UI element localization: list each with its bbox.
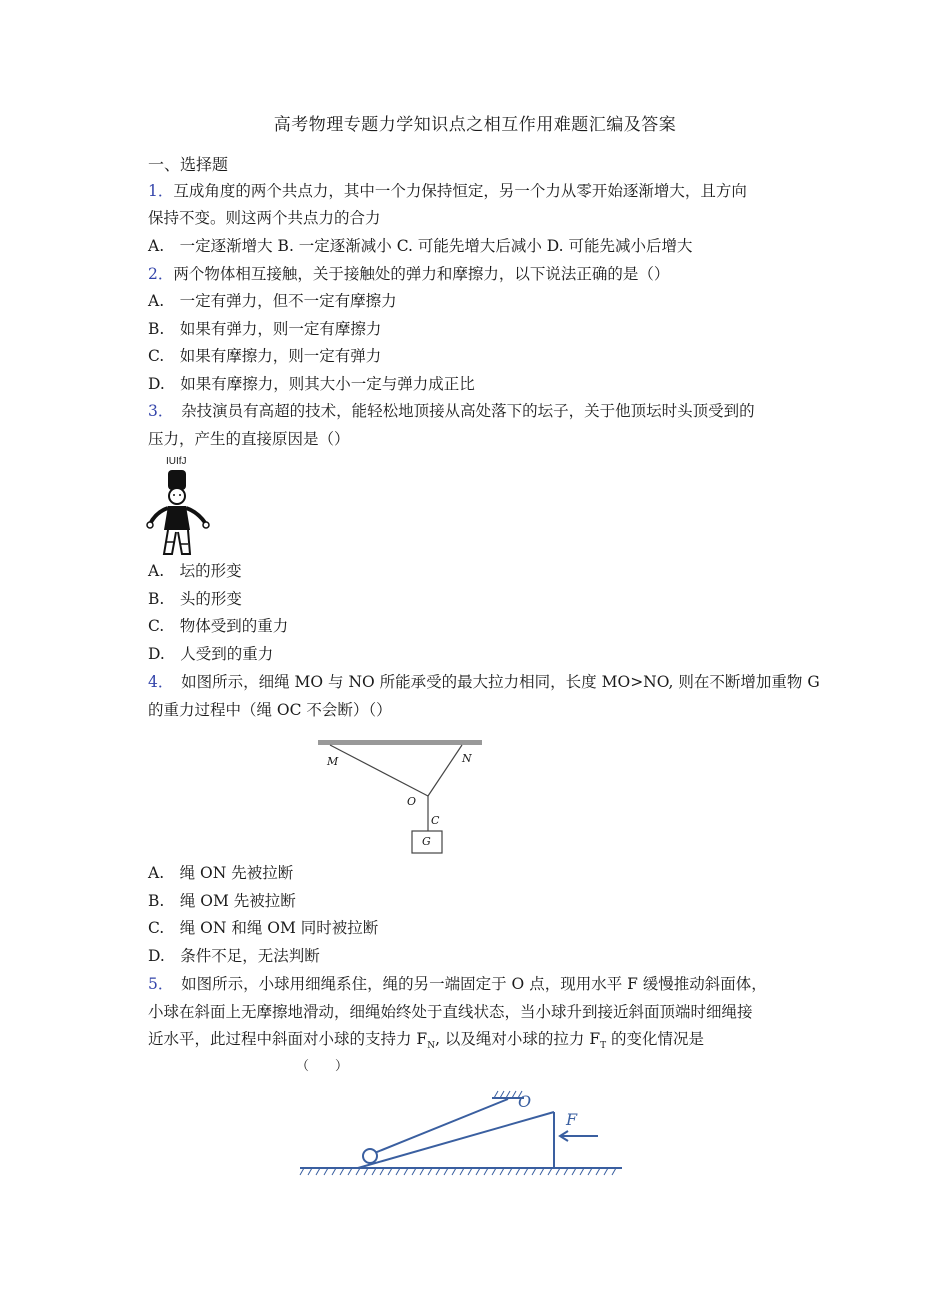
rope-diagram bbox=[310, 734, 490, 858]
question-number: 5． bbox=[148, 975, 166, 993]
label-o: O bbox=[518, 1092, 532, 1111]
label-f: F bbox=[566, 1110, 578, 1129]
option-d: D. 条件不足，无法判断 bbox=[148, 947, 320, 965]
option-c: C. 物体受到的重力 bbox=[148, 617, 289, 635]
section-heading: 一、选择题 bbox=[148, 155, 229, 174]
question-4 bbox=[148, 672, 820, 692]
incline-svg bbox=[296, 1084, 626, 1180]
question-number: 4． bbox=[148, 673, 166, 691]
question-2 bbox=[148, 264, 669, 284]
question-text: 两个物体相互接触，关于接触处的弹力和摩擦力，以下说法正确的是（） bbox=[173, 265, 670, 283]
text-segment: 的变化情况是 bbox=[606, 1030, 705, 1048]
acrobat-icon bbox=[146, 456, 212, 558]
option-d: D. 人受到的重力 bbox=[148, 645, 274, 663]
question-number: 1． bbox=[148, 182, 174, 200]
label-g: G bbox=[422, 835, 431, 848]
option-c: C. 如果有摩擦力，则一定有弹力 bbox=[148, 347, 382, 365]
subscript-n: N bbox=[427, 1041, 436, 1052]
answer-paren: （ ） bbox=[296, 1059, 349, 1074]
label-n: N bbox=[462, 752, 472, 765]
figure-label: IUIfJ bbox=[166, 456, 187, 467]
text-segment: 近水平，此过程中斜面对小球的支持力 F bbox=[148, 1030, 428, 1048]
question-text: 如图所示，细绳 MO 与 NO 所能承受的最大拉力相同，长度 MO>NO, 则在不断增加重物 G bbox=[165, 673, 820, 691]
question-1 bbox=[148, 181, 747, 201]
question-text-line bbox=[148, 1029, 704, 1056]
label-o: O bbox=[407, 795, 417, 808]
option-a: A. 一定有弹力，但不一定有摩擦力 bbox=[148, 292, 397, 310]
option-b: B. 头的形变 bbox=[148, 590, 242, 608]
option-c: C. 绳 ON 和绳 OM 同时被拉断 bbox=[148, 919, 379, 937]
incline-diagram bbox=[296, 1084, 626, 1180]
question-text: 互成角度的两个共点力，其中一个力保持恒定，另一个力从零开始逐渐增大，且方向 bbox=[173, 182, 747, 200]
option-d: D. 如果有摩擦力，则其大小一定与弹力成正比 bbox=[148, 375, 475, 393]
subscript-t: T bbox=[600, 1041, 607, 1052]
question-text: 如图所示，小球用细绳系住，绳的另一端固定于 O 点，现用水平 F 缓慢推动斜面体， bbox=[165, 975, 767, 993]
acrobat-figure bbox=[146, 456, 212, 558]
question-text-line: 的重力过程中（绳 OC 不会断）（） bbox=[148, 701, 392, 719]
option-b: B. 如果有弹力，则一定有摩擦力 bbox=[148, 320, 382, 338]
label-m: M bbox=[327, 755, 339, 768]
label-c: C bbox=[431, 814, 440, 827]
question-text: 杂技演员有高超的技术，能轻松地顶接从高处落下的坛子，关于他顶坛时头顶受到的 bbox=[165, 402, 755, 420]
question-text-line: 压力，产生的直接原因是（） bbox=[148, 430, 350, 448]
question-3 bbox=[148, 401, 755, 421]
question-text-line: 小球在斜面上无摩擦地滑动，细绳始终处于直线状态，当小球升到接近斜面顶端时细绳接 bbox=[148, 1003, 753, 1021]
option-a: A. 坛的形变 bbox=[148, 562, 242, 580]
option-b: B. 绳 OM 先被拉断 bbox=[148, 892, 296, 910]
question-5 bbox=[148, 974, 767, 994]
document-title: 高考物理专题力学知识点之相互作用难题汇编及答案 bbox=[273, 115, 677, 135]
question-text-line: 保持不变。则这两个共点力的合力 bbox=[148, 209, 381, 227]
option-a: A. 绳 ON 先被拉断 bbox=[148, 864, 294, 882]
question-number: 3． bbox=[148, 402, 166, 420]
question-options: A. 一定逐渐增大 B. 一定逐渐减小 C. 可能先增大后减小 D. 可能先减小后增大 bbox=[148, 237, 693, 255]
question-number: 2． bbox=[148, 265, 174, 283]
text-segment: , 以及绳对小球的拉力 F bbox=[435, 1030, 601, 1048]
